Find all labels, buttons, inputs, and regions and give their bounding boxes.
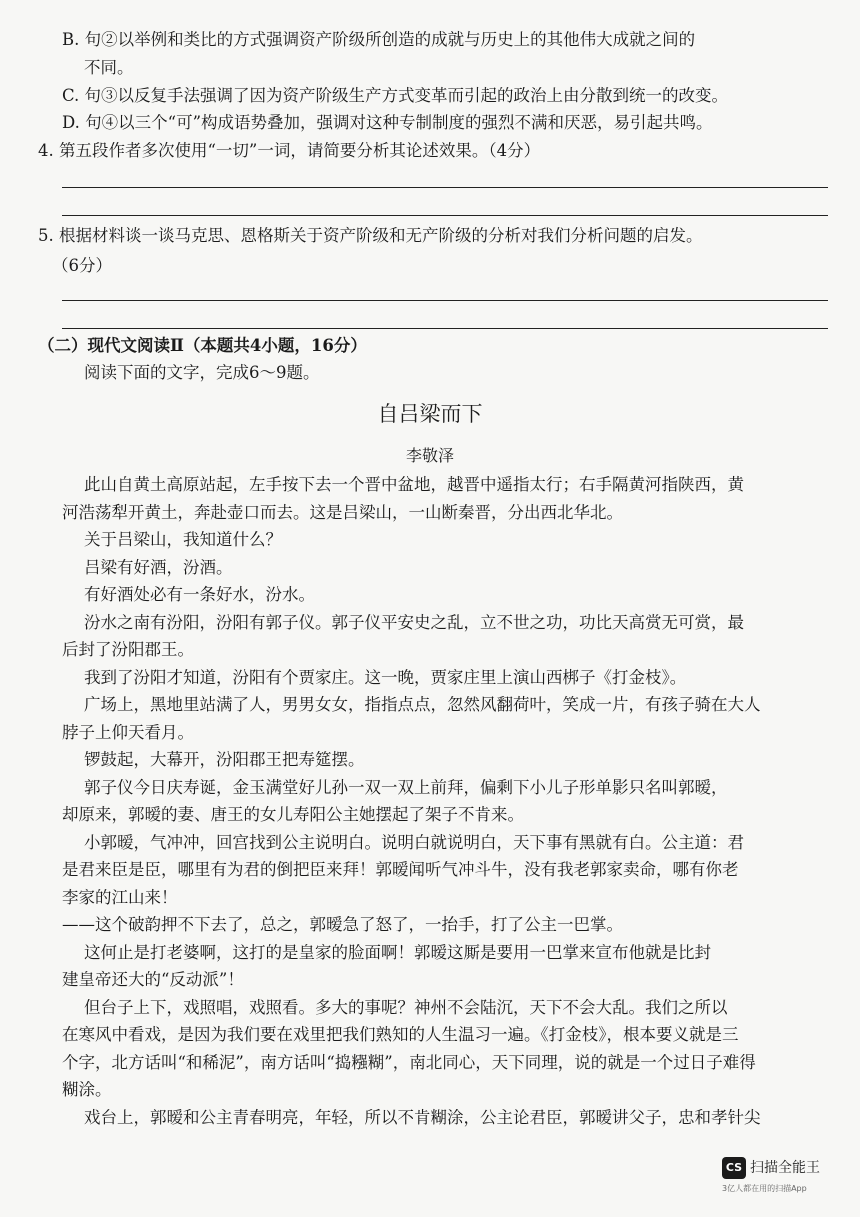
article-paragraph-line: 脖子上仰天看月。 [62, 723, 194, 742]
article-paragraph-line: 糊涂。 [62, 1080, 112, 1099]
option-d: D. 句④以三个“可”构成语势叠加，强调对这种专制制度的强烈不满和厌恶，易引起共鸣。 [62, 113, 713, 132]
watermark-name: 扫描全能王 [750, 1160, 820, 1176]
scanner-watermark [722, 1157, 842, 1205]
article-paragraph-line: 但台子上下，戏照唱，戏照看。多大的事呢？神州不会陆沉，天下不会大乱。我们之所以 [84, 998, 728, 1017]
article-paragraph-line: 有好酒处必有一条好水，汾水。 [84, 585, 315, 604]
article-paragraph-line: ——这个破韵押不下去了，总之，郭暧急了怒了，一抬手，打了公主一巴掌。 [62, 915, 623, 934]
question-4: 4. 第五段作者多次使用“一切”一词，请简要分析其论述效果。（4分） [38, 141, 541, 160]
answer-line [62, 187, 828, 188]
article-author: 李敬泽 [405, 446, 454, 465]
article-paragraph-line: 后封了汾阳郡王。 [62, 640, 194, 659]
article-paragraph-line: 在寒风中看戏，是因为我们要在戏里把我们熟知的人生温习一遍。《打金枝》，根本要义就是三 [62, 1025, 739, 1044]
article-paragraph-line: 却原来，郭暧的妻、唐王的女儿寿阳公主她摆起了架子不肯来。 [62, 805, 524, 824]
section-instruction: 阅读下面的文字，完成6～9题。 [84, 363, 320, 382]
question-5-line-1: 5. 根据材料谈一谈马克思、恩格斯关于资产阶级和无产阶级的分析对我们分析问题的启发。 [38, 226, 703, 245]
article-paragraph-line: 小郭暧，气冲冲，回宫找到公主说明白。说明白就说明白，天下事有黑就有白。公主道：君 [84, 833, 744, 852]
section-heading: （二）现代文阅读Ⅱ（本题共4小题，16分） [38, 336, 367, 355]
watermark-subtitle: 3亿人都在用的扫描App [722, 1184, 807, 1193]
answer-line [62, 215, 828, 216]
article-paragraph-line: 这何止是打老婆啊，这打的是皇家的脸面啊！郭暧这厮是要用一巴掌来宣布他就是比封 [84, 943, 711, 962]
article-paragraph-line: 个字，北方话叫“和稀泥”，南方话叫“捣糨糊”，南北同心，天下同理，说的就是一个过日子难得 [62, 1053, 756, 1072]
article-paragraph-line: 锣鼓起，大幕开，汾阳郡王把寿筵摆。 [84, 750, 365, 769]
article-paragraph-line: 河浩荡犁开黄土，奔赴壶口而去。这是吕梁山，一山断秦晋，分出西北华北。 [62, 503, 623, 522]
article-paragraph-line: 汾水之南有汾阳，汾阳有郭子仪。郭子仪平安史之乱，立不世之功，功比天高赏无可赏，最 [84, 613, 744, 632]
article-paragraph-line: 此山自黄土高原站起，左手按下去一个晋中盆地，越晋中遥指太行；右手隔黄河指陕西，黄 [84, 475, 744, 494]
option-c: C. 句③以反复手法强调了因为资产阶级生产方式变革而引起的政治上由分散到统一的改变。 [62, 86, 729, 105]
article-paragraph-line: 戏台上，郭暧和公主青春明亮，年轻，所以不肯糊涂，公主论君臣，郭暧讲父子，忠和孝针尖 [84, 1108, 761, 1127]
article-paragraph-line: 郭子仪今日庆寿诞，金玉满堂好儿孙一双一双上前拜，偏剩下小儿子形单影只名叫郭暧， [84, 778, 728, 797]
article-title: 自吕梁而下 [377, 402, 483, 426]
article-paragraph-line: 李家的江山来！ [62, 888, 178, 907]
article-paragraph-line: 关于吕梁山，我知道什么？ [84, 530, 282, 549]
answer-line [62, 300, 828, 301]
answer-line [62, 328, 828, 329]
option-b-line-1: B. 句②以举例和类比的方式强调资产阶级所创造的成就与历史上的其他伟大成就之间的 [62, 30, 696, 49]
article-paragraph-line: 吕梁有好酒，汾酒。 [84, 558, 233, 577]
article-paragraph-line: 我到了汾阳才知道，汾阳有个贾家庄。这一晚，贾家庄里上演山西梆子《打金枝》。 [84, 668, 687, 687]
article-paragraph-line: 广场上，黑地里站满了人，男男女女，指指点点，忽然风翻荷叶，笑成一片，有孩子骑在大人 [84, 695, 761, 714]
article-paragraph-line: 建皇帝还大的“反动派”！ [62, 970, 244, 989]
question-5-line-2: （6分） [52, 256, 112, 275]
option-b-line-2: 不同。 [84, 58, 134, 77]
article-paragraph-line: 是君来臣是臣，哪里有为君的倒把臣来拜！郭暧闻听气冲斗牛，没有我老郭家卖命，哪有你老 [62, 860, 739, 879]
camscanner-logo-icon: CS [722, 1157, 746, 1179]
